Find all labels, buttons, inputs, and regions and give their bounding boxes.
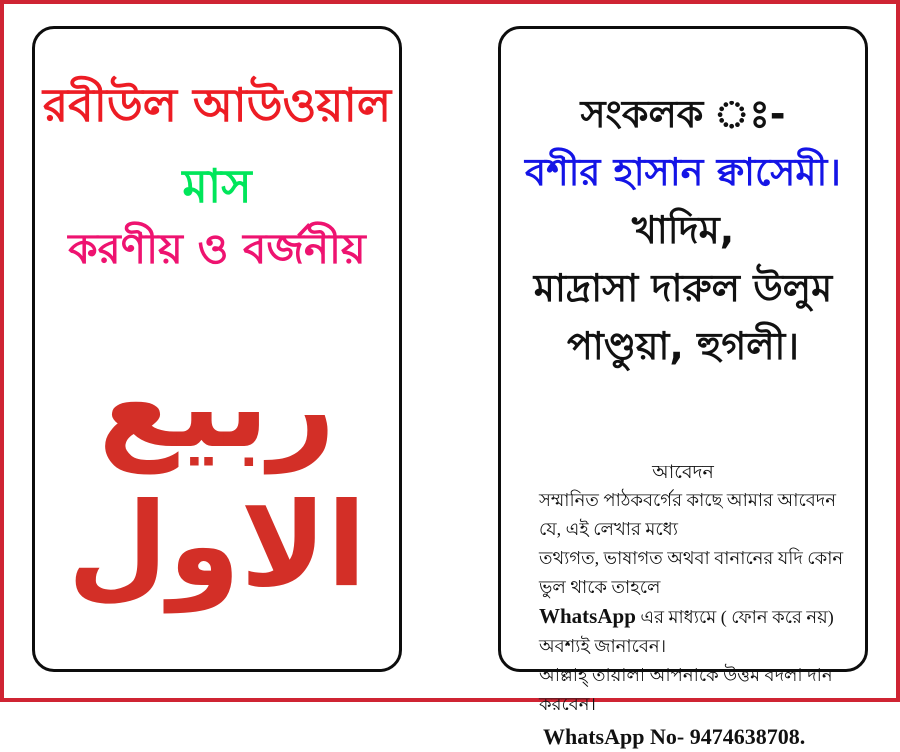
- appeal-line-3: [501, 602, 865, 661]
- appeal-section: [501, 459, 865, 752]
- compiler-name: বশীর হাসান ক্বাসেমী।: [525, 150, 841, 194]
- left-cover-panel: [32, 26, 402, 672]
- month-title-bengali: রবীউল আউওয়াল: [42, 78, 392, 132]
- appeal-line-3-rest: এর মাধ্যমে ( ফোন করে নয়) অবশ্যই জানাবেন।: [539, 607, 834, 656]
- appeal-line-1: সম্মানিত পাঠকবর্গের কাছে আমার আবেদন যে, এই লেখার মধ্যে: [539, 490, 836, 539]
- appeal-line-2: তথ্যগত, ভাষাগত অথবা বানানের যদি কোন ভুল থাকে তাহলে: [539, 548, 844, 597]
- whatsapp-number: WhatsApp No- 9474638708.: [543, 724, 806, 749]
- dos-and-donts-tagline: করণীয় ও বর্জনীয়: [68, 223, 366, 273]
- appeal-line-4: আল্লাহ্ তায়ালা আপনাকে উত্তম বদলা দান করবেন।: [539, 665, 833, 714]
- compiler-label: সংকলক ঃ-: [580, 92, 786, 136]
- month-word: মাস: [182, 158, 252, 213]
- compiler-role: খাদিম,: [631, 208, 735, 252]
- institution-name: মাদ্রাসা দারুল উলুম: [533, 266, 833, 310]
- institution-location: পাণ্ডুয়া, হুগলী।: [566, 324, 800, 368]
- appeal-heading: আবেদন: [652, 462, 714, 483]
- compiler-block: [501, 85, 865, 375]
- right-info-panel: [498, 26, 868, 749]
- month-title-arabic: ربيع الاول: [67, 339, 367, 614]
- whatsapp-brand-word: WhatsApp: [539, 604, 636, 628]
